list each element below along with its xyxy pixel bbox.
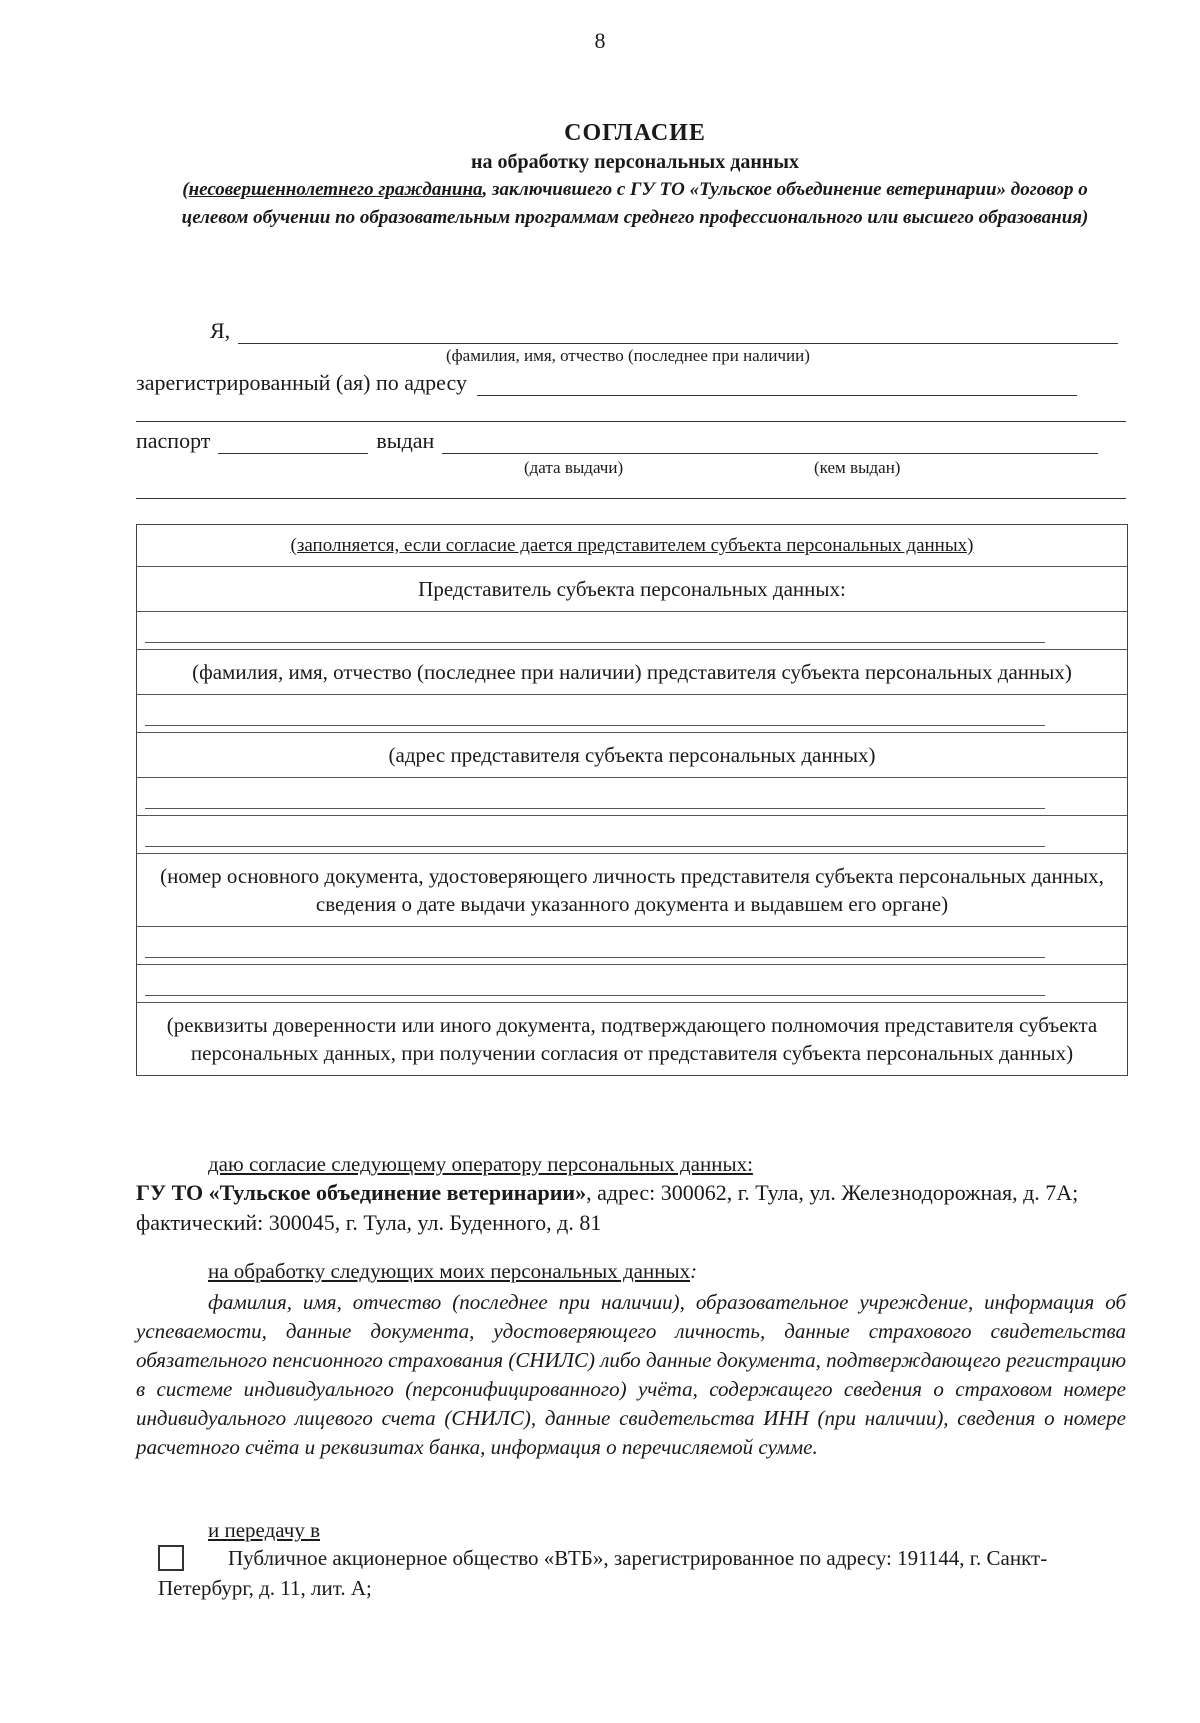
fio-row xyxy=(210,318,1118,344)
rep-authority-field-2[interactable] xyxy=(137,965,1127,1003)
address-field-continued[interactable] xyxy=(136,421,1126,422)
rep-header-note: (заполняется, если согласие дается представителем субъекта персональных данных) xyxy=(137,525,1127,567)
registered-label: зарегистрированный (ая) по адресу xyxy=(136,370,467,395)
processing-heading-text: на обработку следующих моих персональных данных xyxy=(208,1259,691,1283)
issued-by-field-continued[interactable] xyxy=(136,498,1126,499)
rep-fio-hint: (фамилия, имя, отчество (последнее при наличии) представителя субъекта персональных данных) xyxy=(137,650,1127,695)
rep-fio-field[interactable] xyxy=(137,612,1127,650)
document-title: СОГЛАСИЕ xyxy=(564,120,706,146)
address-row xyxy=(136,370,1077,396)
rep-id-doc-field-2[interactable] xyxy=(137,816,1127,854)
rep-id-doc-field-1[interactable] xyxy=(137,778,1127,816)
passport-label: паспорт xyxy=(136,428,211,453)
issued-by-hint: (кем выдан) xyxy=(814,458,901,477)
page-number: 8 xyxy=(594,28,606,53)
issue-date-hint: (дата выдачи) xyxy=(524,458,624,477)
operator-name: ГУ ТО «Тульское объединение ветеринарии» xyxy=(136,1180,587,1205)
processing-heading xyxy=(208,1259,697,1284)
vtb-option-text: Публичное акционерное общество «ВТБ», зарегистрированное по адресу: 191144, г. Санкт-Петербург, д. 11, лит. А; xyxy=(158,1546,1048,1600)
consent-operator-label: даю согласие следующему оператору персональных данных: xyxy=(208,1152,753,1176)
rep-address-field[interactable] xyxy=(137,695,1127,733)
rep-address-hint: (адрес представителя субъекта персональных данных) xyxy=(137,733,1127,778)
processing-list: фамилия, имя, отчество (последнее при наличии), образовательное учреждение, информация об успеваемости, данные документа, удостоверяющего личность, данные страхового свидетельства обязательного пенсионного страхования (СНИЛС) либо данные документа, подтверждающего регистрацию в системе индивидуального (персонифицированного) учёта, содержащего сведения о страховом номере индивидуального лицевого счета (СНИЛС), данные свидетельства ИНН (при наличии), сведения о номере расчетного счёта и реквизитах банка, информация о перечисляемой сумме. xyxy=(136,1290,1126,1459)
address-field[interactable] xyxy=(477,371,1077,396)
passport-number-field[interactable] xyxy=(218,429,368,454)
rep-authority-field-1[interactable] xyxy=(137,927,1127,965)
note-prefix: ( xyxy=(182,179,189,200)
rep-id-doc-hint: (номер основного документа, удостоверяющего личность представителя субъекта персональных данных, сведения о дате выдачи указанного документа и выдавшем его органе) xyxy=(137,854,1127,927)
issued-label: выдан xyxy=(376,428,435,453)
note-rest: , заключившего с ГУ ТО «Тульское объединение ветеринарии» договор о целевом обучении по образовательным программам среднего профессионального или высшего образования) xyxy=(181,179,1089,228)
fio-field[interactable] xyxy=(238,319,1118,344)
document-subtitle: на обработку персональных данных xyxy=(471,151,799,173)
processing-heading-colon: : xyxy=(690,1259,698,1283)
document-note xyxy=(150,176,1120,232)
note-underlined: несовершеннолетнего гражданина xyxy=(188,179,483,200)
passport-row xyxy=(136,428,1098,454)
operator-info xyxy=(136,1178,1126,1238)
rep-label: Представитель субъекта персональных данных: xyxy=(137,567,1127,612)
i-label: Я, xyxy=(210,318,231,343)
fio-hint: (фамилия, имя, отчество (последнее при наличии) xyxy=(446,346,810,365)
transfer-heading: и передачу в xyxy=(208,1518,320,1542)
operator-address: , адрес: 300062, г. Тула, ул. Железнодорожная, д. 7А; фактический: 300045, г. Тула, ул. Буденного, д. 81 xyxy=(136,1180,1079,1235)
rep-authority-hint: (реквизиты доверенности или иного документа, подтверждающего полномочия представителя субъекта персональных данных, при получении согласия от представителя субъекта персональных данных) xyxy=(166,1013,1098,1065)
title-block xyxy=(150,118,1120,232)
representative-table xyxy=(136,524,1128,1076)
issued-by-field[interactable] xyxy=(442,429,1098,454)
